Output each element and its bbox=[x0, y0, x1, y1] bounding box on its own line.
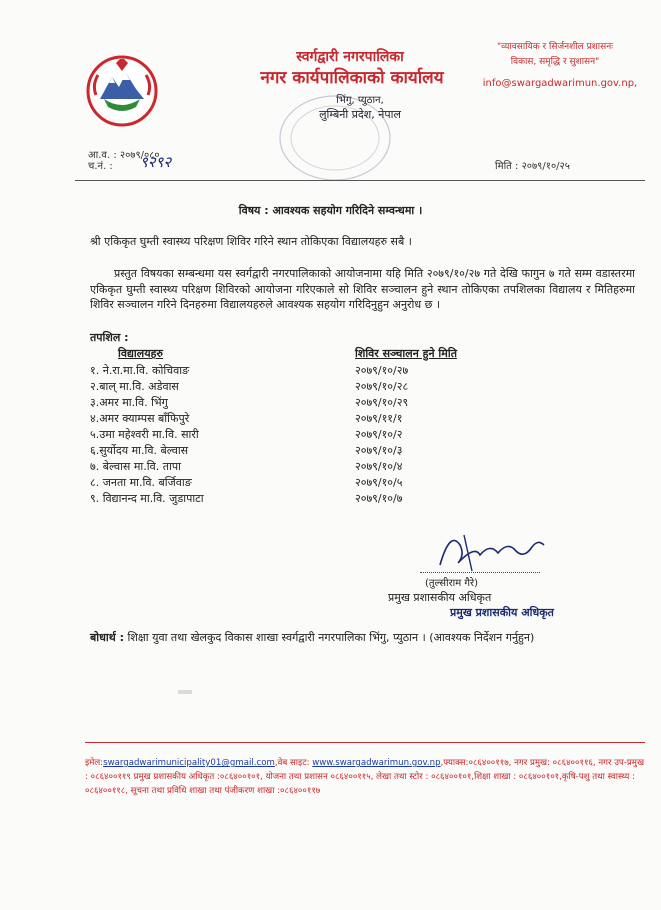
school-name: १. ने.रा.मा.वि. कोचिवाङ bbox=[90, 364, 190, 377]
camp-date: २०७९/१०/२७ bbox=[355, 364, 409, 377]
table-row bbox=[90, 363, 590, 379]
col-header-date: शिविर सञ्चालन हुने मिति bbox=[355, 347, 457, 360]
nepal-emblem-logo bbox=[86, 55, 158, 127]
school-name: ७. बेल्वास मा.वि. तापा bbox=[90, 460, 181, 473]
table-row bbox=[90, 427, 590, 443]
table-row bbox=[90, 443, 590, 459]
school-name: ६.सुर्योदय मा.वि. बेल्वास bbox=[90, 444, 189, 457]
cc-note bbox=[90, 630, 635, 645]
footer-divider bbox=[85, 742, 645, 743]
footer-website-link[interactable]: www.swargadwarimun.gov.np bbox=[312, 758, 441, 768]
footer-contacts bbox=[85, 756, 645, 798]
subject-line: विषय : आवश्यक सहयोग गरिदिने सम्वन्धमा । bbox=[238, 204, 423, 217]
address-line-1: भिंगु, प्युठान, bbox=[336, 95, 384, 106]
footer-email-link[interactable]: swargadwarimunicipality01@gmail.com bbox=[103, 758, 275, 768]
school-name: ४.अमर क्याम्पस बाँफिपुरे bbox=[90, 412, 190, 425]
school-name: ९. विद्यानन्द मा.वि. जुडापाटा bbox=[90, 492, 204, 505]
cc-text: शिक्षा युवा तथा खेलकुद विकास शाखा स्वर्गद्वारी नगरपालिका भिंगु, प्युठान । (आवश्यक निर्देशन गर्नुहुन) bbox=[127, 631, 535, 644]
camp-date: २०७९/१०/२८ bbox=[355, 380, 409, 393]
slogan-line-2: विकास, समृद्धि र सुशासन" bbox=[510, 57, 600, 67]
municipality-name: स्वर्गद्वारी नगरपालिका bbox=[296, 49, 404, 65]
details-label: तपशिल : bbox=[90, 331, 129, 344]
office-name: नगर कार्यपालिकाको कार्यालय bbox=[260, 68, 444, 88]
school-name: ५.उमा महेश्वरी मा.वि. सारी bbox=[90, 428, 199, 441]
footer-website-label: ,वेब साइट: bbox=[274, 758, 310, 768]
table-row bbox=[90, 459, 590, 475]
footer-phone-list: ,फ्याक्स:०८६४००११७, नगर प्रमुख: ०८६४००११६, नगर उप-प्रमुख : ०८६४००११९ प्रमुख प्रशासकीय अधिकृत :०८६४००१०१, योजना तथा प्रशासन ०८६४००११५, लेखा तथा स्टोर : ०८६४००१०१,शिक्षा शाखा : ०८६४००१०१,कृषि-पशु तथा स्वास्थ्य : ०८६४००११८, सूचना तथा प्रविधि शाखा तथा पंजीकरण शाखा :०८६४००११७ bbox=[85, 758, 644, 796]
table-row bbox=[90, 395, 590, 411]
dispatch-number-label: च.नं. : bbox=[88, 161, 113, 172]
header-email[interactable]: info@swargadwarimun.gov.np, bbox=[482, 78, 638, 89]
signatory-name: (तुल्सीराम गैरे) bbox=[425, 578, 479, 589]
body-paragraph: प्रस्तुत विषयका सम्बन्धमा यस स्वर्गद्वारी नगरपालिकाको आयोजनामा यहि मिति २०७९/१०/२७ गते देखि फागुन ७ गते सम्म वडास्तरमा एकिकृत घुम्ती स्वास्थ्य परिक्षण शिविरको आयोजना गरिएकाले सो शिविर सञ्चालन हुने स्थान तोकिएका तपशिलका विद्यालय र मितिहरुमा शिविर सञ्चालन गरिने दिनहरुमा विद्यालयहरुले आवश्यक सहयोग गरिदिनुहुन अनुरोध छ । bbox=[90, 267, 635, 311]
camp-date: २०७९/१०/५ bbox=[355, 476, 403, 489]
signatory-stamp: प्रमुख प्रशासकीय अधिकृत bbox=[450, 606, 554, 619]
school-name: ८. जनता मा.वि. बर्जिवाङ bbox=[90, 476, 192, 489]
cc-label: बोधार्थ : bbox=[90, 631, 125, 644]
scan-smudge bbox=[178, 690, 192, 694]
table-row bbox=[90, 491, 590, 507]
camp-date: २०७९/१०/३ bbox=[355, 444, 403, 457]
dispatch-number-handwritten: ९२९२ bbox=[140, 153, 172, 171]
slogan-line-1: "व्यावसायिक र सिर्जनशील प्रशासनः bbox=[496, 42, 614, 52]
address-line-2: लुम्बिनी प्रदेश, नेपाल bbox=[319, 108, 401, 121]
table-row bbox=[90, 475, 590, 491]
camp-date: २०७९/१०/२ bbox=[355, 428, 403, 441]
table-row bbox=[90, 411, 590, 427]
camp-date: २०७९/१०/४ bbox=[355, 460, 403, 473]
letter-date: मिति : २०७९/१०/२५ bbox=[495, 161, 570, 172]
signatory-title: प्रमुख प्रशासकीय अधिकृत bbox=[388, 591, 492, 604]
camp-date: २०७९/१०/२९ bbox=[355, 396, 409, 409]
school-name: २.बाल् मा.वि. अडेवास bbox=[90, 380, 179, 393]
handwritten-signature bbox=[420, 525, 550, 575]
camp-date: २०७९/११/१ bbox=[355, 412, 403, 425]
col-header-school: विद्यालयहरु bbox=[118, 347, 164, 360]
header-divider bbox=[75, 180, 645, 181]
addressee: श्री एकिकृत घुम्ती स्वास्थ्य परिक्षण शिविर गरिने स्थान तोकिएका विद्यालयहरु सबै । bbox=[90, 235, 412, 248]
school-name: ३.अमर मा.वि. भिंगु bbox=[90, 396, 168, 409]
fiscal-year: आ.व. : २०७९/०८० bbox=[88, 150, 160, 161]
table-row bbox=[90, 379, 590, 395]
footer-email-label: इमेल: bbox=[85, 758, 104, 768]
slogan bbox=[470, 40, 640, 70]
camp-date: २०७९/१०/७ bbox=[355, 492, 403, 505]
signature-line bbox=[420, 572, 540, 574]
